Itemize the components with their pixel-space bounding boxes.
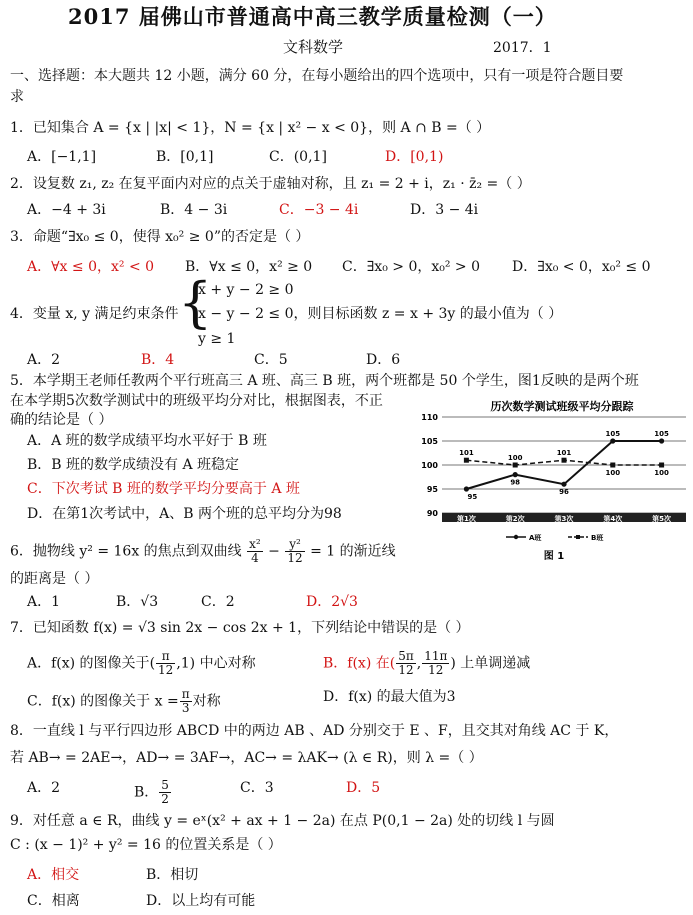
q9-stem-2: C : (x − 1)² + y² = 16 的位置关系是（ ） xyxy=(10,837,282,853)
q9-stem-1: 9．对任意 a ∈ R，曲线 y = eˣ(x² + ax + 1 − 2a) 在点 P(0,1 − 2a) 处的切线 l 与圆 xyxy=(10,813,555,829)
data-point xyxy=(659,438,664,443)
y-tick-label: 90 xyxy=(426,509,438,518)
q9-option-c: C．相离 xyxy=(27,893,80,909)
q7-stem: 7．已知函数 f(x) = √3 sin 2x − cos 2x + 1，下列结论中错误的是（ ） xyxy=(10,620,470,636)
data-label: 101 xyxy=(556,449,572,458)
data-point xyxy=(610,438,615,443)
q7-b-num2: 11π xyxy=(424,649,448,663)
q5-stem-2: 在本学期5次数学测试中的班级平均分对比，根据图表，不正 xyxy=(10,393,383,409)
q6-frac2-num: y² xyxy=(285,538,304,552)
q7-b-den2: 12 xyxy=(428,663,444,677)
y-tick-label: 110 xyxy=(421,413,438,422)
q8-b-num: 5 xyxy=(161,778,169,792)
q6-suffix: = 1 的渐近线 xyxy=(310,543,396,560)
data-point xyxy=(659,463,664,468)
data-point xyxy=(562,458,567,463)
page-subtitle: 文科数学 xyxy=(283,38,344,56)
q5-option-a: A．A 班的数学成绩平均水平好于 B 班 xyxy=(27,433,267,449)
brace-symbol: { xyxy=(178,271,213,334)
q7-a-den: 12 xyxy=(158,663,174,677)
x-tick-label: 第4次 xyxy=(603,515,623,523)
q7-c-den: 3 xyxy=(181,701,190,715)
q6-stem xyxy=(10,538,396,565)
data-label: 101 xyxy=(459,449,474,458)
q2-stem: 2．设复数 z₁, z₂ 在复平面内对应的点关于虚轴对称，且 z₁ = 2 + i，z₁ · z̄₂ =（ ） xyxy=(10,176,531,192)
q6-option-d-answer: D．2√3 xyxy=(306,594,358,610)
q8-b-fraction xyxy=(159,779,171,806)
data-label: 98 xyxy=(510,478,521,487)
q8-b-pre: B． xyxy=(134,784,159,801)
x-tick-label: 第5次 xyxy=(652,515,672,523)
q7-c-pre: C．f(x) 的图像关于 x = xyxy=(27,693,179,710)
q2-option-b: B．4 − 3i xyxy=(160,202,228,218)
y-tick-label: 100 xyxy=(421,461,438,470)
q8-option-b xyxy=(134,779,172,806)
q8-option-d-answer: D．5 xyxy=(346,780,381,796)
data-label: 105 xyxy=(654,430,669,438)
q6-fraction-x xyxy=(247,538,263,565)
data-point xyxy=(610,463,615,468)
data-label: 100 xyxy=(654,469,669,477)
chart-title: 历次数学测试班级平均分跟踪 xyxy=(490,400,634,413)
q4-constraint-3: y ≥ 1 xyxy=(198,331,236,347)
data-label: 95 xyxy=(467,493,478,501)
q6-stem-2: 的距离是（ ） xyxy=(10,571,99,587)
q7-b-pre: B．f(x) 在( xyxy=(323,655,396,672)
q7-c-fraction xyxy=(180,688,192,715)
data-label: 100 xyxy=(605,469,621,477)
q7-option-b-answer xyxy=(323,650,530,677)
data-label: 100 xyxy=(507,454,523,462)
q7-a-pre: A．f(x) 的图像关于 xyxy=(27,655,150,672)
q7-b-den1: 12 xyxy=(398,663,414,677)
q7-a-fraction xyxy=(156,650,175,677)
q3-option-c: C．∃x₀ > 0，x₀² > 0 xyxy=(342,259,481,275)
page-title: 2017 届佛山市普通高中高三教学质量检测（一） xyxy=(68,4,557,29)
q7-b-post: ) 上单调递减 xyxy=(450,655,531,672)
q9-option-b: B．相切 xyxy=(146,867,199,883)
q4-option-d: D．6 xyxy=(366,352,401,368)
legend-label: B班 xyxy=(591,534,604,542)
x-tick-label: 第2次 xyxy=(505,515,525,523)
legend-label: A班 xyxy=(529,534,542,542)
q5-option-c-answer: C．下次考试 B 班的数学平均分要高于 A 班 xyxy=(27,481,300,497)
q8-b-den: 2 xyxy=(161,792,169,806)
q4-option-b-answer: B．4 xyxy=(141,352,175,368)
score-line-chart xyxy=(414,393,692,563)
chart-y-ticks xyxy=(421,413,438,518)
q8-option-a: A．2 xyxy=(27,780,61,796)
legend-marker xyxy=(576,535,580,539)
chart-grid xyxy=(442,417,686,522)
q5-stem-1: 5．本学期王老师任教两个平行班高三 A 班、高三 B 班，两个班都是 50 个学生，图1反映的是两个班 xyxy=(10,373,639,389)
q7-a-post: ,1) 中心对称 xyxy=(176,655,256,672)
q7-c-num: π xyxy=(181,687,190,701)
q7-option-c xyxy=(27,688,221,715)
data-point xyxy=(513,472,518,477)
q8-stem-2: 若 AB→ = 2AE→，AD→ = 3AF→，AC→ = λAK→ (λ ∈ R)，则 λ =（ ） xyxy=(10,750,483,766)
q7-a-num: π xyxy=(156,650,175,664)
q6-frac2-den: 12 xyxy=(287,551,303,565)
q3-option-b: B．∀x ≤ 0，x² ≥ 0 xyxy=(185,259,313,275)
q6-frac1-num: x² xyxy=(249,537,261,551)
q7-b-fraction-2 xyxy=(422,650,449,677)
q4-prefix: 4．变量 x, y 满足约束条件 xyxy=(10,306,179,322)
q6-frac1-den: 4 xyxy=(251,551,259,565)
section-heading-cont: 求 xyxy=(10,89,24,105)
q7-option-d: D．f(x) 的最大值为3 xyxy=(323,689,456,705)
x-tick-label: 第1次 xyxy=(456,515,476,523)
q3-stem: 3．命题“∃x₀ ≤ 0，使得 x₀² ≥ 0”的否定是（ ） xyxy=(10,229,310,245)
q6-option-a: A．1 xyxy=(27,594,61,610)
q6-option-b: B．√3 xyxy=(116,594,159,610)
q7-b-comma: , xyxy=(416,655,422,672)
q5-option-b: B．B 班的数学成绩没有 A 班稳定 xyxy=(27,457,240,473)
data-point xyxy=(464,486,469,491)
q9-option-d: D．以上均有可能 xyxy=(146,893,256,909)
q9-option-a-answer: A．相交 xyxy=(27,867,80,883)
q7-b-num1: 5π xyxy=(398,649,414,663)
q1-option-a: A．[−1,1] xyxy=(27,149,97,165)
q3-option-a-answer: A．∀x ≤ 0，x² < 0 xyxy=(27,259,155,275)
data-point xyxy=(513,463,518,468)
q7-a-open: ( xyxy=(149,655,156,672)
chart-legend xyxy=(506,533,604,542)
q1-option-b: B．[0,1] xyxy=(156,149,214,165)
q4-constraint-1: x + y − 2 ≥ 0 xyxy=(198,282,294,298)
data-point xyxy=(464,458,469,463)
chart-svg xyxy=(414,393,692,563)
legend-marker xyxy=(514,535,518,539)
q8-stem-1: 8．一直线 l 与平行四边形 ABCD 中的两边 AB 、AD 分别交于 E 、F，且交其对角线 AC 于 K， xyxy=(10,723,619,739)
q4-option-c: C．5 xyxy=(254,352,288,368)
q6-prefix: 6．抛物线 y² = 16x 的焦点到双曲线 xyxy=(10,543,242,560)
section-heading: 一、选择题：本大题共 12 小题，满分 60 分，在每小题给出的四个选项中，只有一项是符合题目要 xyxy=(10,68,624,84)
data-point xyxy=(561,482,566,487)
chart-caption: 图 1 xyxy=(543,551,565,562)
q5-option-d: D．在第1次考试中，A、B 两个班的总平均分为98 xyxy=(27,506,342,522)
q4-option-a: A．2 xyxy=(27,352,61,368)
q6-fraction-y xyxy=(285,538,304,565)
q1-stem: 1．已知集合 A = {x | |x| < 1}，N = {x | x² − x < 0}，则 A ∩ B =（ ） xyxy=(10,120,491,136)
q6-minus: − xyxy=(268,543,280,560)
q3-option-d: D．∃x₀ < 0，x₀² ≤ 0 xyxy=(512,259,651,275)
data-label: 96 xyxy=(559,488,569,497)
q2-option-d: D．3 − 4i xyxy=(410,202,479,218)
q5-stem-3: 确的结论是（ ） xyxy=(10,412,113,428)
q6-option-c: C．2 xyxy=(201,594,235,610)
q1-option-d-answer: D．[0,1) xyxy=(385,149,444,165)
exam-date: 2017．1 xyxy=(493,40,552,56)
x-tick-label: 第3次 xyxy=(554,515,574,523)
data-label: 105 xyxy=(605,430,621,438)
q8-option-c: C．3 xyxy=(240,780,274,796)
y-tick-label: 105 xyxy=(421,437,438,446)
q7-option-a xyxy=(27,650,256,677)
q1-option-c: C．(0,1] xyxy=(269,149,327,165)
y-tick-label: 95 xyxy=(426,485,438,494)
q7-c-post: 对称 xyxy=(192,693,221,710)
q4-constraint-2: x − y − 2 ≤ 0，则目标函数 z = x + 3y 的最小值为（ ） xyxy=(198,306,563,322)
q2-option-c-answer: C．−3 − 4i xyxy=(279,202,359,218)
q7-b-fraction-1 xyxy=(396,650,416,677)
q2-option-a: A．−4 + 3i xyxy=(27,202,106,218)
